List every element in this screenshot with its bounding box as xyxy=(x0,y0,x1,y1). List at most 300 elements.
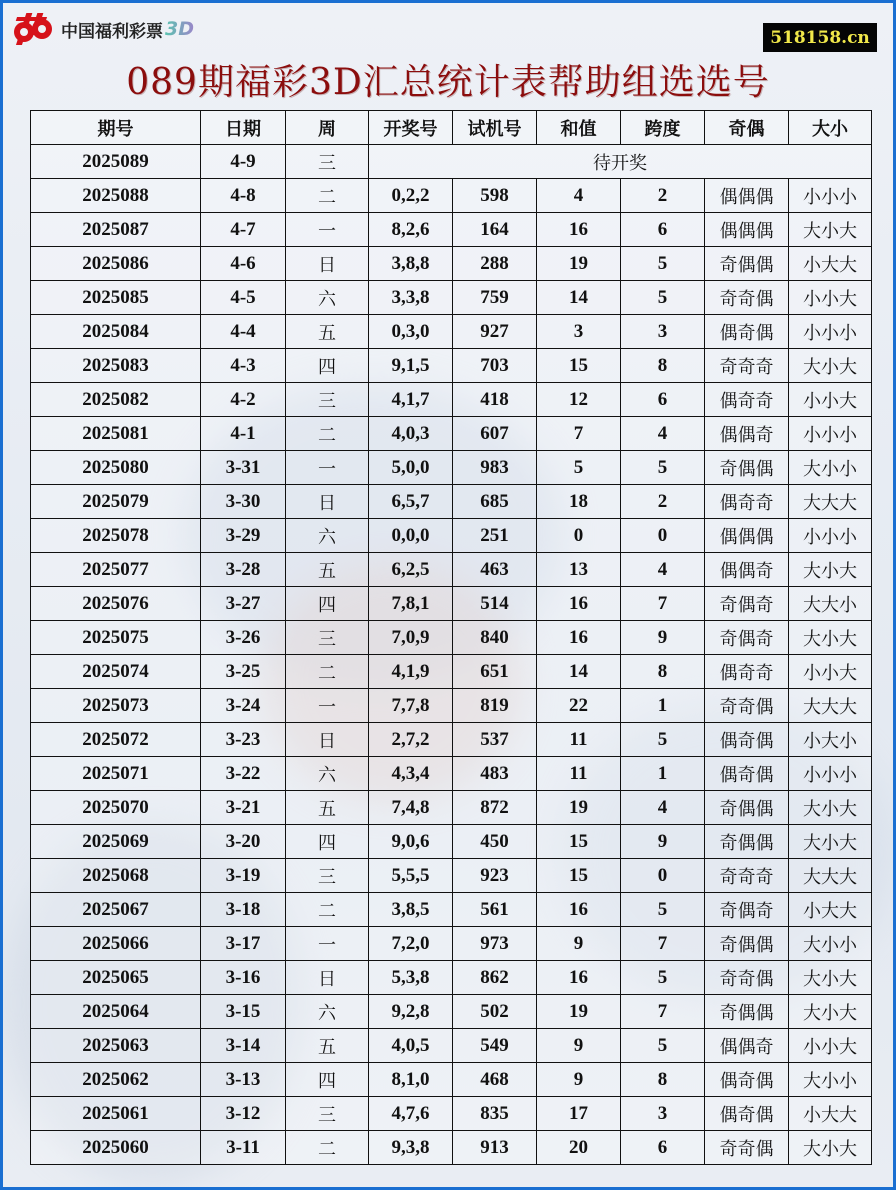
cell-odd-even: 偶偶奇 xyxy=(705,1029,789,1063)
cell-test-number: 651 xyxy=(453,655,537,689)
header-sum: 和值 xyxy=(537,111,621,145)
table-row xyxy=(31,417,872,451)
cell-span: 4 xyxy=(621,417,705,451)
cell-draw-number: 0,0,0 xyxy=(369,519,453,553)
cell-sum: 0 xyxy=(537,519,621,553)
table-row xyxy=(31,893,872,927)
logo-3d-suffix: 3D xyxy=(165,18,194,40)
cell-span: 7 xyxy=(621,995,705,1029)
cell-issue: 2025061 xyxy=(31,1097,201,1131)
cell-weekday: 四 xyxy=(286,587,369,621)
cell-sum: 5 xyxy=(537,451,621,485)
cell-span: 5 xyxy=(621,961,705,995)
cell-big-small: 小小小 xyxy=(789,757,872,791)
cell-odd-even: 奇奇奇 xyxy=(705,859,789,893)
table-row xyxy=(31,213,872,247)
cell-test-number: 923 xyxy=(453,859,537,893)
cell-test-number: 288 xyxy=(453,247,537,281)
cell-date: 3-19 xyxy=(201,859,286,893)
cell-test-number: 502 xyxy=(453,995,537,1029)
table-row xyxy=(31,587,872,621)
cell-draw-number: 4,1,9 xyxy=(369,655,453,689)
cell-odd-even: 奇偶奇 xyxy=(705,587,789,621)
cell-sum: 16 xyxy=(537,961,621,995)
table-row xyxy=(31,1097,872,1131)
header-odd-even: 奇偶 xyxy=(705,111,789,145)
cell-draw-number: 5,3,8 xyxy=(369,961,453,995)
table-row xyxy=(31,1063,872,1097)
cell-draw-number: 4,0,5 xyxy=(369,1029,453,1063)
cell-big-small: 大大大 xyxy=(789,689,872,723)
cell-issue: 2025064 xyxy=(31,995,201,1029)
cell-span: 6 xyxy=(621,383,705,417)
header-big-small: 大小 xyxy=(789,111,872,145)
cell-issue: 2025062 xyxy=(31,1063,201,1097)
cell-weekday: 四 xyxy=(286,1063,369,1097)
cell-date: 3-31 xyxy=(201,451,286,485)
cell-draw-number: 0,2,2 xyxy=(369,179,453,213)
cell-big-small: 大小大 xyxy=(789,1131,872,1165)
cell-sum: 16 xyxy=(537,893,621,927)
cell-span: 4 xyxy=(621,553,705,587)
cell-span: 7 xyxy=(621,587,705,621)
cell-odd-even: 奇奇偶 xyxy=(705,1131,789,1165)
cell-span: 6 xyxy=(621,1131,705,1165)
cell-weekday: 六 xyxy=(286,995,369,1029)
table-row xyxy=(31,689,872,723)
table-row xyxy=(31,383,872,417)
table-row xyxy=(31,621,872,655)
cell-sum: 13 xyxy=(537,553,621,587)
cell-sum: 7 xyxy=(537,417,621,451)
cell-test-number: 561 xyxy=(453,893,537,927)
table-row xyxy=(31,655,872,689)
cell-date: 4-2 xyxy=(201,383,286,417)
cell-span: 4 xyxy=(621,791,705,825)
cell-date: 3-12 xyxy=(201,1097,286,1131)
cell-weekday: 日 xyxy=(286,961,369,995)
cell-big-small: 大小大 xyxy=(789,825,872,859)
cell-weekday: 五 xyxy=(286,315,369,349)
cell-draw-number: 4,0,3 xyxy=(369,417,453,451)
cell-odd-even: 偶奇偶 xyxy=(705,723,789,757)
cell-date: 4-1 xyxy=(201,417,286,451)
cell-sum: 9 xyxy=(537,1029,621,1063)
cell-date: 4-7 xyxy=(201,213,286,247)
cell-issue: 2025085 xyxy=(31,281,201,315)
cell-span: 5 xyxy=(621,893,705,927)
cell-span: 8 xyxy=(621,655,705,689)
cell-sum: 14 xyxy=(537,655,621,689)
cell-big-small: 小小小 xyxy=(789,417,872,451)
table-row xyxy=(31,995,872,1029)
cell-sum: 3 xyxy=(537,315,621,349)
cell-draw-number: 5,5,5 xyxy=(369,859,453,893)
cell-issue: 2025077 xyxy=(31,553,201,587)
cell-odd-even: 奇偶奇 xyxy=(705,621,789,655)
page-frame xyxy=(3,3,893,1187)
welfare-lottery-logo-icon xyxy=(11,11,57,47)
cell-odd-even: 奇奇偶 xyxy=(705,961,789,995)
cell-date: 4-5 xyxy=(201,281,286,315)
cell-weekday: 三 xyxy=(286,145,369,179)
cell-issue: 2025075 xyxy=(31,621,201,655)
cell-big-small: 小大大 xyxy=(789,1097,872,1131)
cell-issue: 2025068 xyxy=(31,859,201,893)
cell-big-small: 大小小 xyxy=(789,927,872,961)
cell-draw-number: 3,3,8 xyxy=(369,281,453,315)
table-row xyxy=(31,281,872,315)
cell-date: 4-4 xyxy=(201,315,286,349)
cell-date: 3-15 xyxy=(201,995,286,1029)
site-badge: 518158.cn xyxy=(763,23,877,52)
cell-big-small: 大小大 xyxy=(789,213,872,247)
cell-test-number: 537 xyxy=(453,723,537,757)
cell-date: 4-6 xyxy=(201,247,286,281)
cell-sum: 17 xyxy=(537,1097,621,1131)
cell-weekday: 一 xyxy=(286,213,369,247)
cell-weekday: 二 xyxy=(286,655,369,689)
cell-test-number: 251 xyxy=(453,519,537,553)
cell-sum: 15 xyxy=(537,859,621,893)
pending-status: 待开奖 xyxy=(369,145,872,179)
cell-span: 9 xyxy=(621,825,705,859)
cell-odd-even: 偶偶奇 xyxy=(705,553,789,587)
cell-big-small: 小大大 xyxy=(789,247,872,281)
table-row xyxy=(31,825,872,859)
cell-issue: 2025069 xyxy=(31,825,201,859)
table-header-row xyxy=(31,111,872,145)
cell-big-small: 小小小 xyxy=(789,315,872,349)
table-row xyxy=(31,451,872,485)
cell-issue: 2025080 xyxy=(31,451,201,485)
cell-date: 3-24 xyxy=(201,689,286,723)
cell-date: 3-26 xyxy=(201,621,286,655)
cell-issue: 2025074 xyxy=(31,655,201,689)
cell-test-number: 973 xyxy=(453,927,537,961)
cell-odd-even: 奇偶偶 xyxy=(705,927,789,961)
cell-odd-even: 偶奇偶 xyxy=(705,1063,789,1097)
cell-weekday: 二 xyxy=(286,893,369,927)
table-row xyxy=(31,315,872,349)
cell-date: 3-22 xyxy=(201,757,286,791)
cell-test-number: 703 xyxy=(453,349,537,383)
cell-big-small: 大小大 xyxy=(789,349,872,383)
cell-weekday: 三 xyxy=(286,621,369,655)
cell-date: 3-17 xyxy=(201,927,286,961)
cell-sum: 19 xyxy=(537,791,621,825)
cell-span: 8 xyxy=(621,349,705,383)
cell-weekday: 二 xyxy=(286,417,369,451)
cell-big-small: 小小大 xyxy=(789,383,872,417)
cell-span: 5 xyxy=(621,1029,705,1063)
cell-test-number: 840 xyxy=(453,621,537,655)
cell-issue: 2025070 xyxy=(31,791,201,825)
header-issue: 期号 xyxy=(31,111,201,145)
cell-weekday: 一 xyxy=(286,927,369,961)
cell-weekday: 六 xyxy=(286,757,369,791)
cell-odd-even: 奇偶偶 xyxy=(705,451,789,485)
cell-odd-even: 偶偶偶 xyxy=(705,179,789,213)
cell-test-number: 549 xyxy=(453,1029,537,1063)
cell-sum: 19 xyxy=(537,247,621,281)
cell-draw-number: 6,2,5 xyxy=(369,553,453,587)
cell-span: 5 xyxy=(621,451,705,485)
header-draw-number: 开奖号 xyxy=(369,111,453,145)
cell-date: 3-23 xyxy=(201,723,286,757)
table-row xyxy=(31,179,872,213)
cell-sum: 11 xyxy=(537,723,621,757)
table-row xyxy=(31,485,872,519)
cell-sum: 22 xyxy=(537,689,621,723)
table-row xyxy=(31,723,872,757)
table-row xyxy=(31,1131,872,1165)
cell-sum: 12 xyxy=(537,383,621,417)
cell-date: 3-13 xyxy=(201,1063,286,1097)
cell-test-number: 514 xyxy=(453,587,537,621)
stats-table xyxy=(30,110,872,1165)
cell-test-number: 468 xyxy=(453,1063,537,1097)
cell-issue: 2025071 xyxy=(31,757,201,791)
cell-span: 1 xyxy=(621,689,705,723)
cell-weekday: 五 xyxy=(286,553,369,587)
cell-big-small: 小小小 xyxy=(789,519,872,553)
cell-weekday: 三 xyxy=(286,1097,369,1131)
cell-issue: 2025066 xyxy=(31,927,201,961)
cell-test-number: 164 xyxy=(453,213,537,247)
table-row xyxy=(31,757,872,791)
cell-sum: 11 xyxy=(537,757,621,791)
cell-sum: 4 xyxy=(537,179,621,213)
cell-odd-even: 偶奇偶 xyxy=(705,757,789,791)
cell-sum: 9 xyxy=(537,1063,621,1097)
header-weekday: 周 xyxy=(286,111,369,145)
cell-date: 3-27 xyxy=(201,587,286,621)
cell-span: 3 xyxy=(621,1097,705,1131)
cell-draw-number: 7,8,1 xyxy=(369,587,453,621)
cell-weekday: 六 xyxy=(286,281,369,315)
cell-odd-even: 偶偶偶 xyxy=(705,519,789,553)
cell-draw-number: 3,8,8 xyxy=(369,247,453,281)
cell-issue: 2025063 xyxy=(31,1029,201,1063)
cell-weekday: 四 xyxy=(286,349,369,383)
cell-big-small: 小小小 xyxy=(789,179,872,213)
cell-date: 3-11 xyxy=(201,1131,286,1165)
cell-odd-even: 偶偶奇 xyxy=(705,417,789,451)
cell-issue: 2025072 xyxy=(31,723,201,757)
cell-span: 5 xyxy=(621,281,705,315)
cell-odd-even: 奇偶偶 xyxy=(705,825,789,859)
cell-big-small: 小小大 xyxy=(789,1029,872,1063)
cell-odd-even: 偶奇奇 xyxy=(705,655,789,689)
cell-span: 9 xyxy=(621,621,705,655)
cell-issue: 2025083 xyxy=(31,349,201,383)
cell-odd-even: 奇偶偶 xyxy=(705,247,789,281)
cell-draw-number: 4,3,4 xyxy=(369,757,453,791)
cell-span: 2 xyxy=(621,485,705,519)
cell-sum: 14 xyxy=(537,281,621,315)
cell-issue: 2025084 xyxy=(31,315,201,349)
cell-draw-number: 9,1,5 xyxy=(369,349,453,383)
cell-draw-number: 8,1,0 xyxy=(369,1063,453,1097)
cell-big-small: 大大大 xyxy=(789,859,872,893)
lottery-logo xyxy=(11,11,194,47)
cell-odd-even: 奇奇偶 xyxy=(705,689,789,723)
cell-weekday: 二 xyxy=(286,179,369,213)
cell-big-small: 大小大 xyxy=(789,553,872,587)
header-date: 日期 xyxy=(201,111,286,145)
cell-odd-even: 奇奇偶 xyxy=(705,281,789,315)
cell-weekday: 三 xyxy=(286,383,369,417)
cell-draw-number: 8,2,6 xyxy=(369,213,453,247)
cell-test-number: 835 xyxy=(453,1097,537,1131)
table-row xyxy=(31,1029,872,1063)
cell-issue: 2025089 xyxy=(31,145,201,179)
cell-big-small: 小小大 xyxy=(789,655,872,689)
cell-date: 3-16 xyxy=(201,961,286,995)
cell-draw-number: 7,4,8 xyxy=(369,791,453,825)
cell-draw-number: 0,3,0 xyxy=(369,315,453,349)
cell-draw-number: 7,0,9 xyxy=(369,621,453,655)
cell-test-number: 598 xyxy=(453,179,537,213)
cell-odd-even: 偶偶偶 xyxy=(705,213,789,247)
cell-test-number: 872 xyxy=(453,791,537,825)
cell-big-small: 小大大 xyxy=(789,893,872,927)
cell-weekday: 六 xyxy=(286,519,369,553)
page-title: 089期福彩3D汇总统计表帮助组选选号 xyxy=(126,62,770,103)
table-row xyxy=(31,349,872,383)
cell-draw-number: 9,3,8 xyxy=(369,1131,453,1165)
cell-draw-number: 9,2,8 xyxy=(369,995,453,1029)
cell-date: 3-28 xyxy=(201,553,286,587)
cell-date: 3-21 xyxy=(201,791,286,825)
cell-test-number: 483 xyxy=(453,757,537,791)
cell-test-number: 759 xyxy=(453,281,537,315)
pending-row xyxy=(31,145,872,179)
cell-weekday: 五 xyxy=(286,1029,369,1063)
cell-sum: 15 xyxy=(537,349,621,383)
cell-sum: 19 xyxy=(537,995,621,1029)
cell-weekday: 一 xyxy=(286,451,369,485)
cell-span: 0 xyxy=(621,519,705,553)
cell-weekday: 日 xyxy=(286,485,369,519)
cell-issue: 2025078 xyxy=(31,519,201,553)
cell-sum: 18 xyxy=(537,485,621,519)
cell-draw-number: 4,7,6 xyxy=(369,1097,453,1131)
table-row xyxy=(31,927,872,961)
cell-issue: 2025088 xyxy=(31,179,201,213)
cell-odd-even: 奇偶奇 xyxy=(705,893,789,927)
cell-draw-number: 6,5,7 xyxy=(369,485,453,519)
header-span: 跨度 xyxy=(621,111,705,145)
cell-odd-even: 偶奇奇 xyxy=(705,485,789,519)
cell-issue: 2025087 xyxy=(31,213,201,247)
cell-sum: 20 xyxy=(537,1131,621,1165)
cell-span: 5 xyxy=(621,723,705,757)
cell-span: 3 xyxy=(621,315,705,349)
cell-test-number: 913 xyxy=(453,1131,537,1165)
cell-big-small: 小小大 xyxy=(789,281,872,315)
cell-test-number: 418 xyxy=(453,383,537,417)
cell-big-small: 大大小 xyxy=(789,587,872,621)
cell-big-small: 大小小 xyxy=(789,1063,872,1097)
cell-issue: 2025076 xyxy=(31,587,201,621)
cell-big-small: 大小小 xyxy=(789,451,872,485)
cell-span: 6 xyxy=(621,213,705,247)
cell-issue: 2025079 xyxy=(31,485,201,519)
cell-weekday: 三 xyxy=(286,859,369,893)
cell-odd-even: 奇奇奇 xyxy=(705,349,789,383)
cell-draw-number: 5,0,0 xyxy=(369,451,453,485)
cell-span: 5 xyxy=(621,247,705,281)
cell-sum: 9 xyxy=(537,927,621,961)
cell-test-number: 463 xyxy=(453,553,537,587)
cell-weekday: 四 xyxy=(286,825,369,859)
cell-big-small: 小大小 xyxy=(789,723,872,757)
cell-date: 3-29 xyxy=(201,519,286,553)
cell-test-number: 819 xyxy=(453,689,537,723)
cell-date: 3-25 xyxy=(201,655,286,689)
cell-test-number: 607 xyxy=(453,417,537,451)
cell-sum: 16 xyxy=(537,621,621,655)
cell-issue: 2025086 xyxy=(31,247,201,281)
cell-big-small: 大小大 xyxy=(789,791,872,825)
cell-date: 3-30 xyxy=(201,485,286,519)
cell-weekday: 五 xyxy=(286,791,369,825)
table-row xyxy=(31,791,872,825)
cell-issue: 2025081 xyxy=(31,417,201,451)
cell-draw-number: 9,0,6 xyxy=(369,825,453,859)
cell-date: 4-9 xyxy=(201,145,286,179)
cell-issue: 2025067 xyxy=(31,893,201,927)
cell-weekday: 日 xyxy=(286,247,369,281)
cell-odd-even: 偶奇偶 xyxy=(705,1097,789,1131)
logo-text: 中国福利彩票 xyxy=(61,21,163,42)
cell-weekday: 一 xyxy=(286,689,369,723)
cell-sum: 16 xyxy=(537,587,621,621)
cell-date: 4-3 xyxy=(201,349,286,383)
table-row xyxy=(31,961,872,995)
cell-issue: 2025065 xyxy=(31,961,201,995)
cell-weekday: 二 xyxy=(286,1131,369,1165)
cell-big-small: 大小大 xyxy=(789,961,872,995)
header-test-number: 试机号 xyxy=(453,111,537,145)
cell-issue: 2025082 xyxy=(31,383,201,417)
cell-date: 3-14 xyxy=(201,1029,286,1063)
cell-big-small: 大小大 xyxy=(789,621,872,655)
cell-draw-number: 4,1,7 xyxy=(369,383,453,417)
cell-big-small: 大大大 xyxy=(789,485,872,519)
cell-span: 1 xyxy=(621,757,705,791)
cell-sum: 15 xyxy=(537,825,621,859)
cell-date: 3-20 xyxy=(201,825,286,859)
cell-draw-number: 2,7,2 xyxy=(369,723,453,757)
cell-span: 0 xyxy=(621,859,705,893)
table-row xyxy=(31,519,872,553)
cell-draw-number: 7,2,0 xyxy=(369,927,453,961)
table-row xyxy=(31,859,872,893)
cell-test-number: 862 xyxy=(453,961,537,995)
cell-odd-even: 偶奇奇 xyxy=(705,383,789,417)
cell-test-number: 450 xyxy=(453,825,537,859)
table-row xyxy=(31,247,872,281)
cell-odd-even: 偶奇偶 xyxy=(705,315,789,349)
cell-test-number: 927 xyxy=(453,315,537,349)
cell-span: 7 xyxy=(621,927,705,961)
cell-date: 4-8 xyxy=(201,179,286,213)
cell-big-small: 大小大 xyxy=(789,995,872,1029)
cell-odd-even: 奇偶偶 xyxy=(705,791,789,825)
